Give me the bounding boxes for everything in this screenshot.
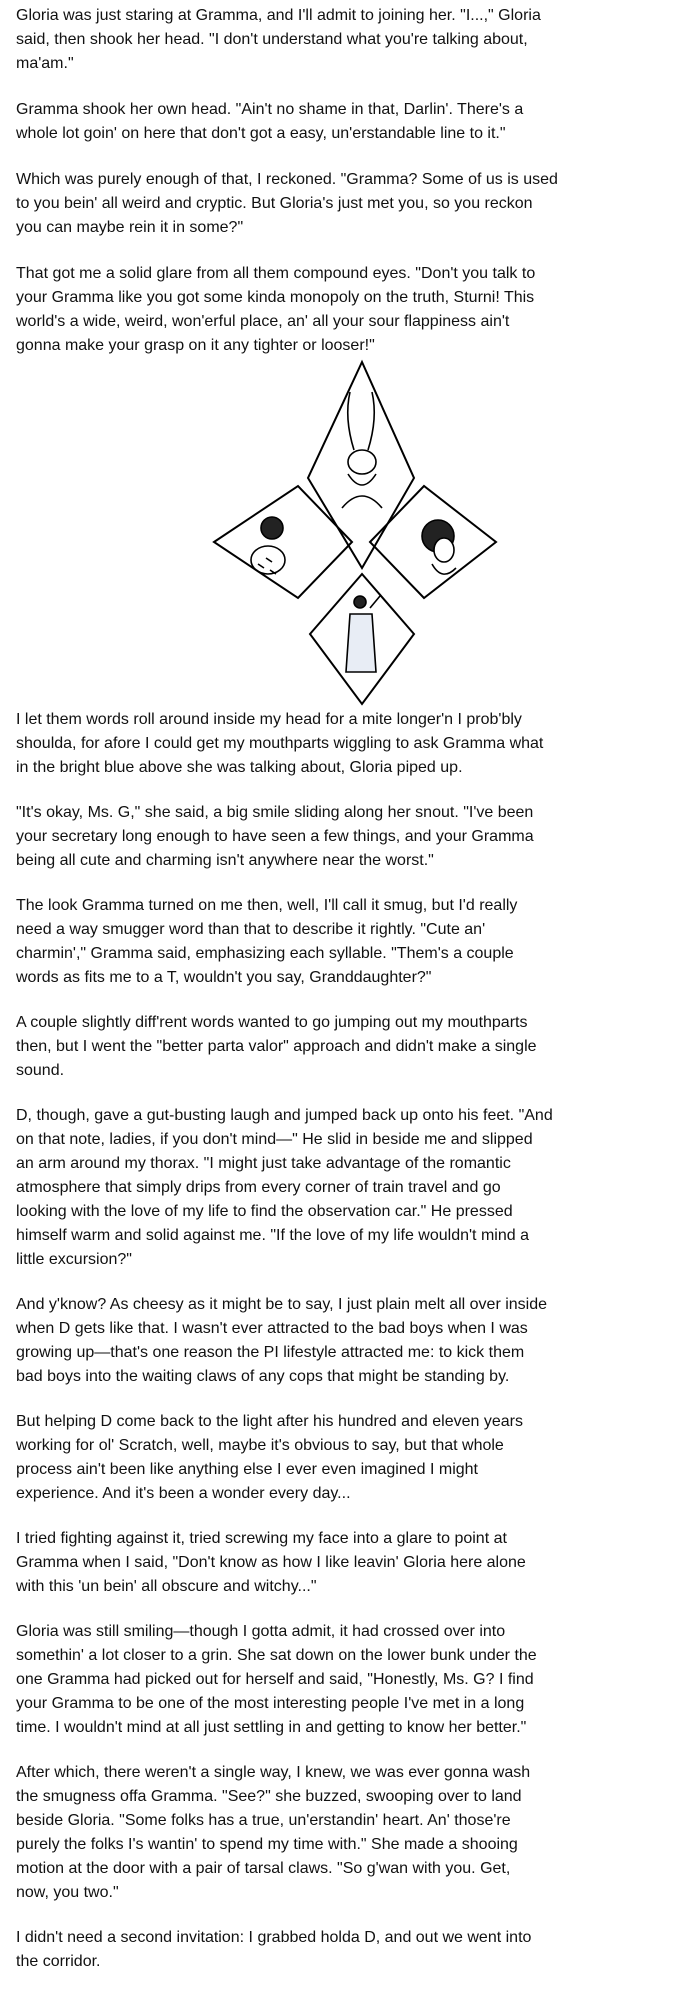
- text-line: bad boys into the waiting claws of any cops that might be standing by.: [16, 1368, 510, 1385]
- text-line: an arm around my thorax. "I might just take advantage of the romantic: [16, 1155, 511, 1172]
- text-line: A couple slightly diff'rent words wanted to go jumping out my mouthparts: [16, 1014, 528, 1031]
- paragraph: [16, 1527, 671, 1599]
- paragraph: [16, 1620, 671, 1740]
- paragraph: [16, 894, 671, 990]
- text-line: little excursion?": [16, 1251, 132, 1268]
- text-line: when D gets like that. I wasn't ever attracted to the bad boys when I was: [16, 1320, 528, 1337]
- top-diamond-panel: [308, 362, 414, 568]
- paragraph: [16, 801, 671, 873]
- text-line: gonna make your grasp on it any tighter or looser!": [16, 337, 375, 354]
- left-figure-icon: [251, 517, 285, 574]
- story-text-bottom: [16, 708, 671, 1995]
- text-line: shoulda, for afore I could get my mouthparts wiggling to ask Gramma what: [16, 735, 544, 752]
- text-line: looking with the love of my life to find the observation car." He pressed: [16, 1203, 513, 1220]
- text-line: words as fits me to a T, wouldn't you say, Granddaughter?": [16, 969, 432, 986]
- text-line: on that note, ladies, if you don't mind—" He slid in beside me and slipped: [16, 1131, 533, 1148]
- paragraph: [16, 708, 671, 780]
- paragraph: [16, 1293, 671, 1389]
- text-line: process ain't been like anything else I ever even imagined I might: [16, 1461, 478, 1478]
- text-line: Gramma when I said, "Don't know as how I like leavin' Gloria here alone: [16, 1554, 526, 1571]
- text-line: need a way smugger word than that to describe it rightly. "Cute an': [16, 921, 486, 938]
- text-line: charmin'," Gramma said, emphasizing each syllable. "Them's a couple: [16, 945, 514, 962]
- text-line: Which was purely enough of that, I reckoned. "Gramma? Some of us is used: [16, 171, 558, 188]
- text-line: I tried fighting against it, tried screwing my face into a glare to point at: [16, 1530, 507, 1547]
- text-line: himself warm and solid against me. "If the love of my life wouldn't mind a: [16, 1227, 529, 1244]
- text-line: you can maybe rein it in some?": [16, 219, 244, 236]
- text-line: whole lot goin' on here that don't got a easy, un'erstandable line to it.": [16, 125, 506, 142]
- text-line: said, then shook her head. "I don't understand what you're talking about,: [16, 31, 528, 48]
- paragraph: [16, 1926, 671, 1974]
- text-line: experience. And it's been a wonder every day...: [16, 1485, 351, 1502]
- text-line: then, but I went the "better parta valor" approach and didn't make a single: [16, 1038, 537, 1055]
- right-figure-icon: [422, 520, 456, 574]
- text-line: And y'know? As cheesy as it might be to say, I just plain melt all over inside: [16, 1296, 548, 1313]
- text-line: growing up—that's one reason the PI lifestyle attracted me: to kick them: [16, 1344, 525, 1361]
- text-line: now, you two.": [16, 1884, 119, 1901]
- paragraph: [16, 1761, 671, 1905]
- text-line: somethin' a lot closer to a grin. She sat down on the lower bunk under the: [16, 1647, 537, 1664]
- text-line: working for ol' Scratch, well, maybe it's obvious to say, but that whole: [16, 1437, 504, 1454]
- character-illustration: [210, 358, 500, 708]
- text-line: I didn't need a second invitation: I grabbed holda D, and out we went into: [16, 1929, 532, 1946]
- text-line: world's a wide, weird, won'erful place, an' all your sour flappiness ain't: [16, 313, 510, 330]
- paragraph: [16, 4, 671, 76]
- bottom-figure-icon: [346, 596, 380, 672]
- text-line: beside Gloria. "Some folks has a true, un'erstandin' heart. An' those're: [16, 1812, 511, 1829]
- left-diamond-panel: [214, 486, 352, 598]
- text-line: After which, there weren't a single way, I knew, we was ever gonna wash: [16, 1764, 531, 1781]
- text-line: your secretary long enough to have seen a few things, and your Gramma: [16, 828, 534, 845]
- text-line: The look Gramma turned on me then, well, I'll call it smug, but I'd really: [16, 897, 518, 914]
- paragraph: [16, 262, 671, 358]
- text-line: the corridor.: [16, 1953, 101, 1970]
- paragraph: [16, 1104, 671, 1272]
- paragraph: [16, 98, 671, 146]
- text-line: ma'am.": [16, 55, 74, 72]
- rabbit-figure-icon: [342, 392, 382, 508]
- text-line: Gloria was still smiling—though I gotta admit, it had crossed over into: [16, 1623, 506, 1640]
- text-line: purely the folks I's wantin' to spend my time with." She made a shooing: [16, 1836, 518, 1853]
- text-line: "It's okay, Ms. G," she said, a big smile sliding along her snout. "I've been: [16, 804, 534, 821]
- paragraph: [16, 1410, 671, 1506]
- text-line: sound.: [16, 1062, 65, 1079]
- text-line: one Gramma had picked out for herself and said, "Honestly, Ms. G? I find: [16, 1671, 534, 1688]
- text-line: your Gramma like you got some kinda monopoly on the truth, Sturni! This: [16, 289, 535, 306]
- paragraph: [16, 1011, 671, 1083]
- text-line: But helping D come back to the light after his hundred and eleven years: [16, 1413, 523, 1430]
- text-line: atmosphere that simply drips from every corner of train travel and go: [16, 1179, 501, 1196]
- text-line: with this 'un bein' all obscure and witchy...": [16, 1578, 317, 1595]
- text-line: to you bein' all weird and cryptic. But Gloria's just met you, so you reckon: [16, 195, 533, 212]
- story-text-top: [16, 4, 671, 380]
- text-line: I let them words roll around inside my head for a mite longer'n I prob'bly: [16, 711, 522, 728]
- text-line: your Gramma to be one of the most interesting people I've met in a long: [16, 1695, 525, 1712]
- text-line: in the bright blue above she was talking about, Gloria piped up.: [16, 759, 463, 776]
- text-line: Gramma shook her own head. "Ain't no shame in that, Darlin'. There's a: [16, 101, 524, 118]
- text-line: Gloria was just staring at Gramma, and I'll admit to joining her. "I...," Gloria: [16, 7, 541, 24]
- text-line: D, though, gave a gut-busting laugh and jumped back up onto his feet. "And: [16, 1107, 553, 1124]
- text-line: time. I wouldn't mind at all just settling in and getting to know her better.": [16, 1719, 527, 1736]
- text-line: motion at the door with a pair of tarsal claws. "So g'wan with you. Get,: [16, 1860, 511, 1877]
- paragraph: [16, 168, 671, 240]
- text-line: That got me a solid glare from all them compound eyes. "Don't you talk to: [16, 265, 536, 282]
- text-line: the smugness offa Gramma. "See?" she buzzed, swooping over to land: [16, 1788, 522, 1805]
- text-line: being all cute and charming isn't anywhere near the worst.": [16, 852, 434, 869]
